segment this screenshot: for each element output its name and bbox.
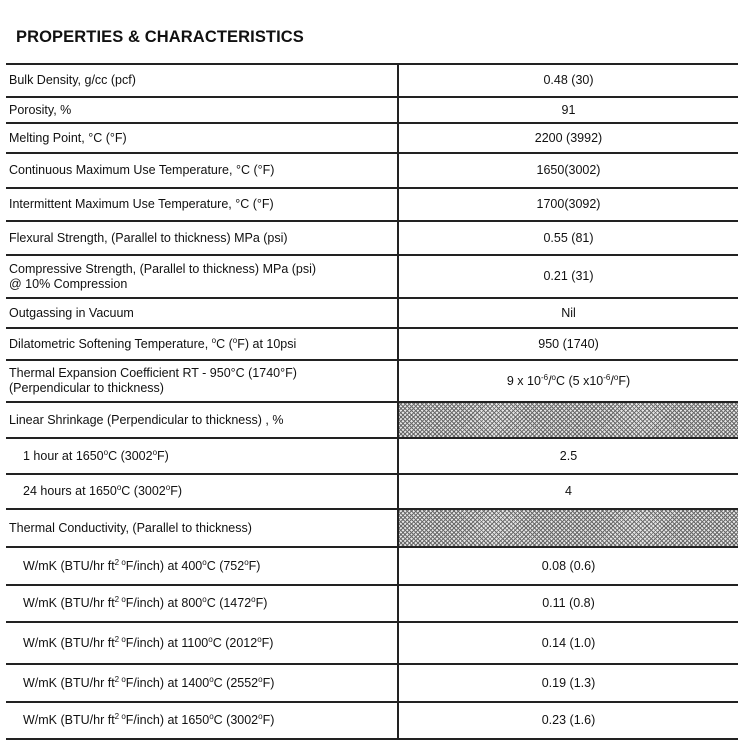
property-label (6, 328, 398, 360)
property-label (6, 255, 398, 298)
label-text: W/mK (BTU/hr ft (23, 713, 115, 727)
table-row (6, 402, 738, 438)
label-text: F/inch) at (125, 635, 182, 650)
table-row (6, 509, 738, 547)
squared-sup: 2 (114, 557, 120, 567)
label-text: 1 hour at 1650 (23, 448, 104, 463)
degree-sup: o (116, 483, 122, 492)
property-label (6, 474, 398, 509)
label-text: C ( (212, 635, 230, 650)
property-label (6, 664, 398, 702)
properties-table (6, 63, 738, 740)
property-label: Flexural Strength, (Parallel to thickness) MPa (psi) (6, 221, 398, 255)
squared-sup: 2 (114, 712, 120, 721)
value-text: 9 x 10 (506, 373, 541, 388)
hatched-cell (398, 509, 738, 547)
temp-f: 2552 (230, 675, 259, 690)
property-value: 0.11 (0.8) (398, 585, 738, 622)
property-value: 91 (398, 97, 738, 123)
table-row (6, 97, 738, 123)
value-text: C (5 x10 (556, 373, 604, 388)
property-value: 1650(3002) (398, 153, 738, 188)
table-row (6, 153, 738, 188)
value-text: / (610, 373, 614, 388)
degree-sup: o (202, 595, 207, 604)
degree-sup: o (211, 335, 217, 345)
label-line: Compressive Strength, (Parallel to thickness) MPa (psi) (9, 261, 317, 276)
degree-sup: o (119, 712, 126, 721)
label-text: C ( (206, 558, 224, 573)
property-value: 1700(3092) (398, 188, 738, 221)
property-label (6, 622, 398, 664)
property-value: 0.55 (81) (398, 221, 738, 255)
table-row (6, 547, 738, 585)
label-line: Thermal Expansion Coefficient RT - 950°C (1740°F) (9, 366, 297, 380)
temp-c: 800 (181, 596, 203, 610)
label-text: 24 hours at 1650 (23, 484, 117, 498)
property-label (6, 547, 398, 585)
property-label: Porosity, % (6, 97, 398, 123)
property-value: 4 (398, 474, 738, 509)
temp-c: 400 (181, 558, 203, 573)
temp-c: 1400 (181, 675, 210, 690)
degree-sup: o (119, 595, 126, 604)
label-text: C ( (213, 675, 231, 690)
degree-sup: o (165, 483, 171, 492)
label-text: F/inch) at (125, 713, 182, 727)
label-text: C ( (206, 596, 224, 610)
property-value: Nil (398, 298, 738, 328)
label-line: @ 10% Compression (9, 276, 128, 291)
degree-sup: o (202, 557, 207, 567)
table-row (6, 360, 738, 402)
property-value: 950 (1740) (398, 328, 738, 360)
label-text: Dilatometric Softening Temperature, (9, 336, 212, 351)
label-text: W/mK (BTU/hr ft (23, 558, 115, 573)
label-text: C (3002 (121, 484, 166, 498)
label-text: W/mK (BTU/hr ft (23, 675, 115, 690)
label-text: F/inch) at (125, 558, 182, 573)
value-text: / (548, 373, 552, 388)
property-value: 2.5 (398, 438, 738, 474)
page-title: PROPERTIES & CHARACTERISTICS (16, 28, 304, 46)
hatched-cell (398, 402, 738, 438)
table-row (6, 328, 738, 360)
label-text: F) (262, 713, 275, 727)
table-row (6, 123, 738, 153)
property-label: Melting Point, °C (°F) (6, 123, 398, 153)
label-text: F) (170, 484, 183, 498)
temp-f: 2012 (229, 635, 258, 650)
table-row (6, 188, 738, 221)
exponent-sup: -6 (540, 372, 549, 382)
property-label: Outgassing in Vacuum (6, 298, 398, 328)
degree-sup: o (613, 372, 619, 382)
property-value (398, 360, 738, 402)
temp-f: 1472 (223, 596, 252, 610)
property-label: Intermittent Maximum Use Temperature, °C (°F) (6, 188, 398, 221)
property-value: 2200 (3992) (398, 123, 738, 153)
table-row (6, 585, 738, 622)
degree-sup: o (119, 634, 126, 644)
degree-sup: o (258, 674, 263, 684)
degree-sup: o (251, 595, 256, 604)
property-label (6, 585, 398, 622)
label-line: (Perpendicular to thickness) (9, 381, 164, 395)
table-row (6, 622, 738, 664)
label-text: W/mK (BTU/hr ft (23, 596, 115, 610)
table-row (6, 221, 738, 255)
degree-sup: o (258, 712, 263, 721)
label-text: F) (255, 596, 268, 610)
table-row (6, 702, 738, 739)
property-value: 0.21 (31) (398, 255, 738, 298)
label-text: C ( (213, 713, 231, 727)
label-text: W/mK (BTU/hr ft (23, 635, 115, 650)
squared-sup: 2 (114, 634, 120, 644)
degree-sup: o (257, 634, 262, 644)
label-text: C ( (216, 336, 233, 351)
label-text: F) at 10psi (237, 336, 297, 351)
label-text: F) (157, 448, 169, 463)
degree-sup: o (244, 557, 249, 567)
value-text: F) (618, 373, 631, 388)
property-value: 0.08 (0.6) (398, 547, 738, 585)
degree-sup: o (119, 557, 126, 567)
degree-sup: o (152, 447, 158, 457)
table-row (6, 438, 738, 474)
label-text: F) (262, 675, 275, 690)
label-text: F) (248, 558, 261, 573)
label-text: F/inch) at (125, 596, 182, 610)
property-label (6, 360, 398, 402)
degree-sup: o (103, 447, 109, 457)
property-value: 0.48 (30) (398, 64, 738, 97)
section-header-label: Thermal Conductivity, (Parallel to thickness) (6, 509, 398, 547)
label-text: F/inch) at (125, 675, 182, 690)
property-value: 0.23 (1.6) (398, 702, 738, 739)
property-label: Continuous Maximum Use Temperature, °C (°F) (6, 153, 398, 188)
table-row (6, 255, 738, 298)
table-row (6, 64, 738, 97)
table-row (6, 664, 738, 702)
degree-sup: o (208, 634, 213, 644)
degree-sup: o (551, 372, 556, 382)
temp-c: 1650 (181, 713, 210, 727)
temp-f: 3002 (230, 713, 259, 727)
label-text: C (3002 (108, 448, 153, 463)
property-value: 0.14 (1.0) (398, 622, 738, 664)
degree-sup: o (209, 674, 214, 684)
label-text: F) (261, 635, 274, 650)
degree-sup: o (232, 335, 238, 345)
degree-sup: o (209, 712, 214, 721)
exponent-sup: -6 (603, 372, 611, 382)
table-row (6, 298, 738, 328)
property-label (6, 702, 398, 739)
property-label (6, 438, 398, 474)
property-label: Bulk Density, g/cc (pcf) (6, 64, 398, 97)
degree-sup: o (119, 674, 126, 684)
squared-sup: 2 (114, 674, 120, 684)
section-header-label: Linear Shrinkage (Perpendicular to thickness) , % (6, 402, 398, 438)
temp-f: 752 (223, 558, 245, 573)
temp-c: 1100 (181, 635, 209, 650)
property-value: 0.19 (1.3) (398, 664, 738, 702)
table-row (6, 474, 738, 509)
squared-sup: 2 (114, 595, 120, 604)
